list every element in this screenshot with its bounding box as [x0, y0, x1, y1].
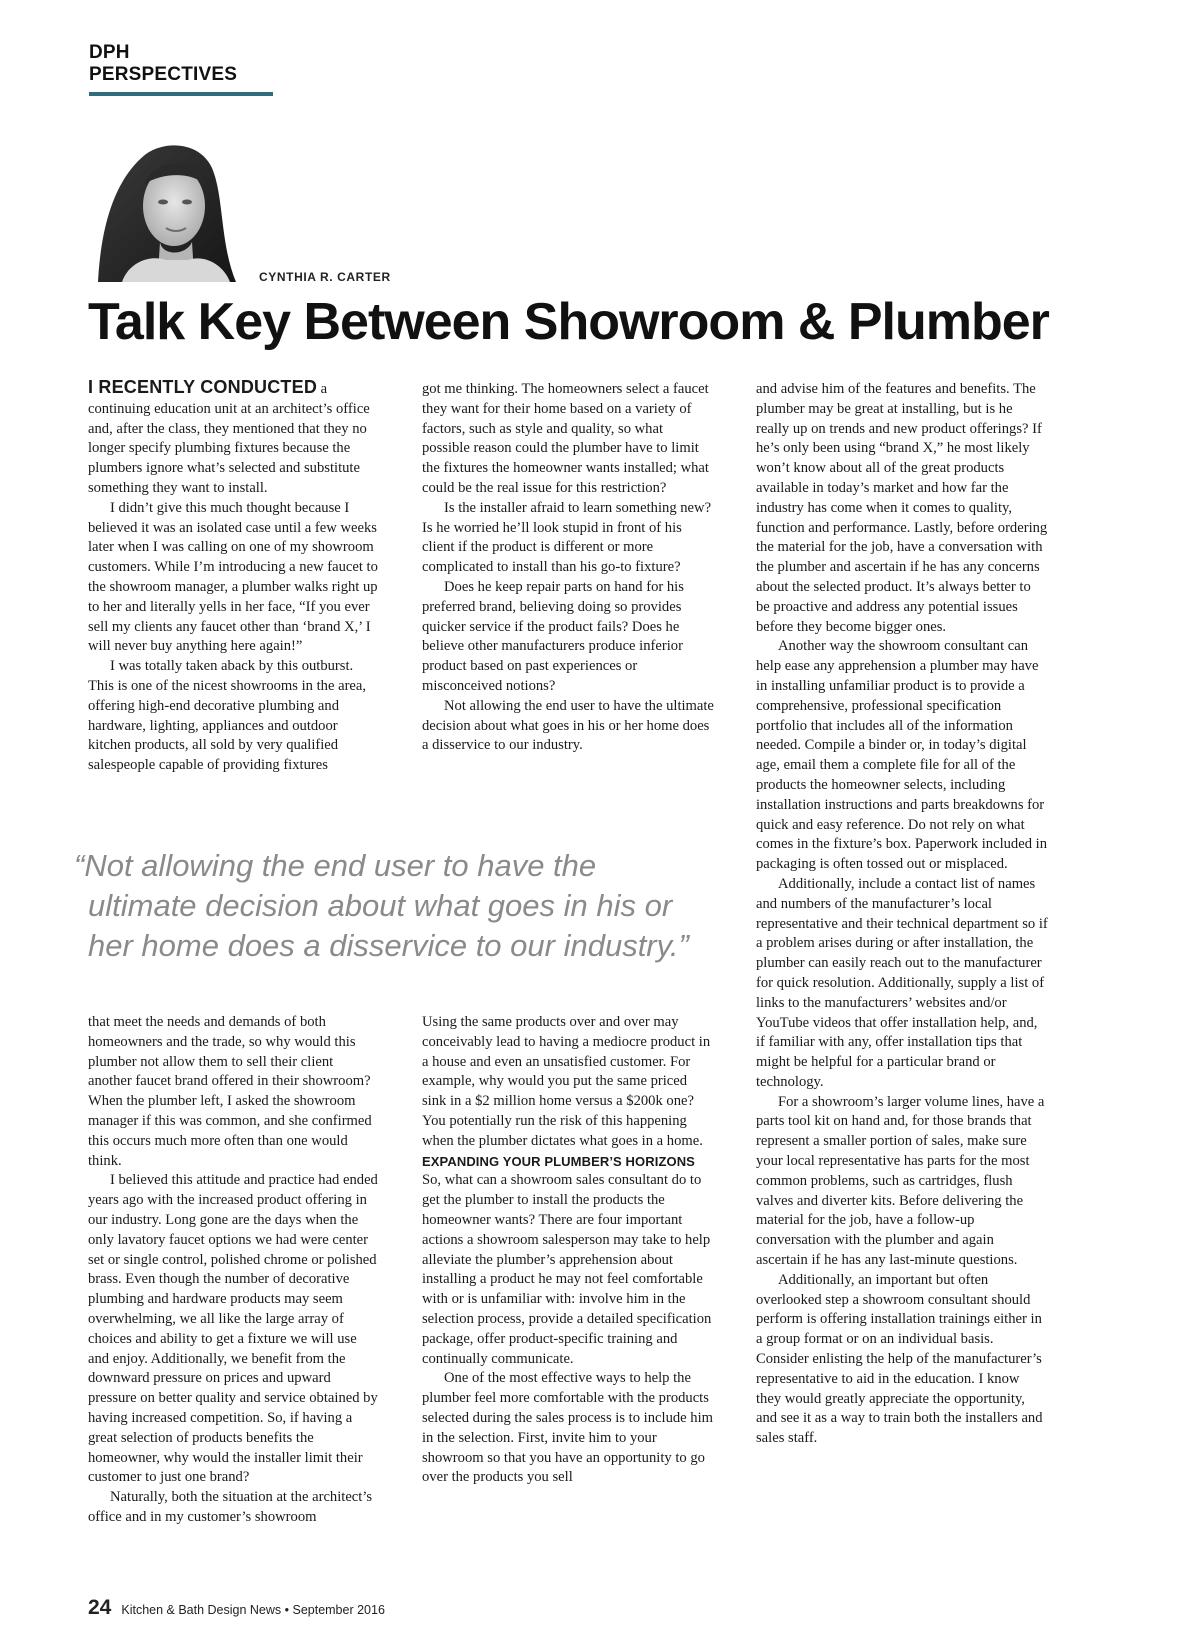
- headline: Talk Key Between Showroom & Plumber: [88, 293, 1049, 351]
- paragraph: that meet the needs and demands of both homeowners and the trade, so why would this plumber not allow them to sell their client another faucet brand offered in their showroom? When the plumber left, I asked the showroom manager if this was common, and she confirmed this occurs much more often than one would think.: [88, 1014, 372, 1169]
- paragraph: Naturally, both the situation at the architect’s office and in my customer’s showroom: [88, 1489, 373, 1525]
- paragraph: Additionally, include a contact list of names and numbers of the manufacturer’s local representative and their technical department so if a problem arises during or after installation, the plumber can easily reach out to the manufacturer for quick resolution. Additionally, supply a list of links to the manufacturers’ websites and/or YouTube videos that offer installation help, and, if familiar with any, offer installation tips that might be helpful for a particular brand or technology.: [756, 875, 1048, 1090]
- paragraph: Not allowing the end user to have the ultimate decision about what goes in his or her home does a disservice to our industry.: [422, 697, 714, 754]
- column-2-bottom: [422, 1013, 714, 1488]
- paragraph: and advise him of the features and benefits. The plumber may be great at installing, but is he really up on trends and new product offerings? If he’s only been using “brand X,” he most likely won’t know about all of the great products available in today’s market and how far the industry has come when it comes to quality, function and performance. Lastly, before ordering the material for the job, have a conversation with the plumber and ascertain if he has any concerns about the selected product. It’s always better to be proactive and address any potential issues before they become bigger ones.: [756, 381, 1048, 635]
- section-label: DPH PERSPECTIVES: [89, 42, 273, 96]
- paragraph: Additionally, an important but often overlooked step a showroom consultant should perform is offering installation trainings either in a group format or on an individual basis. Consider enlisting the help of the manufacturer’s representative to aid in the education. I know they would greatly appreciate the opportunity, and see it as a way to train both the installers and sales staff.: [756, 1271, 1043, 1447]
- paragraph: Does he keep repair parts on hand for his preferred brand, believing doing so provides quicker service if the product fails? Does he believe other manufacturers produce inferior product based on past experiences or misconceived notions?: [422, 578, 684, 694]
- paragraph: I was totally taken aback by this outburst. This is one of the nicest showrooms in the area, offering high-end decorative plumbing and hardware, lighting, appliances and outdoor kitchen products, all sold by very qualified salespeople capable of providing fixtures: [88, 658, 367, 774]
- page-footer: [88, 1596, 385, 1620]
- column-1-bottom: [88, 1013, 380, 1528]
- paragraph-text: a continuing education unit at an architect’s office and, after the class, they mentioned that they no longer specify plumbing fixtures because the plumbers ignore what’s selected and substitute something they want to install.: [88, 381, 370, 496]
- lead-in: I RECENTLY CONDUCTED: [88, 377, 318, 397]
- paragraph: So, what can a showroom sales consultant do to get the plumber to install the products the homeowner wants? There are four important actions a showroom salesperson may take to help alleviate the plumber’s apprehension about installing a product he may not feel comfortable with or is unfamiliar with: involve him in the selection process, provide a detailed specification package, offer product-specific training and continually communicate.: [422, 1172, 712, 1367]
- paragraph: Using the same products over and over may conceivably lead to having a mediocre product in a house and even an unsatisfied customer. For example, why would you put the same priced sink in a $2 million home versus a $200k one? You potentially run the risk of this happening when the plumber dictates what goes in a home.: [422, 1014, 711, 1149]
- author-portrait: [88, 124, 236, 282]
- paragraph: [88, 378, 380, 499]
- column-1-top: [88, 378, 380, 776]
- column-3: [756, 380, 1048, 1449]
- paragraph: Is the installer afraid to learn something new? Is he worried he’ll look stupid in front of his client if the product is different or more complicated to install than his go-to fixture?: [422, 499, 712, 576]
- paragraph: For a showroom’s larger volume lines, have a parts tool kit on hand and, for those brands that represent a smaller portion of sales, make sure your local representative has parts for the most common problems, such as cartridges, flush valves and diverter kits. Before delivering the material for the job, have a follow-up conversation with the plumber and again ascertain if he has any last-minute questions.: [756, 1093, 1045, 1269]
- column-2-top: [422, 380, 714, 756]
- paragraph: One of the most effective ways to help the plumber feel more comfortable with the products selected during the sales process is to include him in the selection. First, invite him to your showroom so that you have an opportunity to go over the products you sell: [422, 1370, 713, 1486]
- paragraph: got me thinking. The homeowners select a faucet they want for their home based on a variety of factors, such as style and quality, so what possible reason could the plumber have to limit the fixtures the homeowner wants installed; what could be the real issue for this restriction?: [422, 381, 709, 496]
- paragraph: I didn’t give this much thought because I believed it was an isolated case until a few weeks later when I was calling on one of my showroom customers. While I’m introducing a new faucet to the showroom manager, a plumber walks right up to her and literally yells in her face, “If you ever sell my clients any faucet other than ‘brand X,’ I will never buy anything here again!”: [88, 499, 378, 655]
- publication-info: Kitchen & Bath Design News • September 2016: [121, 1603, 385, 1617]
- author-byline: CYNTHIA R. CARTER: [259, 270, 391, 284]
- subhead: EXPANDING YOUR PLUMBER’S HORIZONS: [422, 1153, 695, 1169]
- page-number: 24: [88, 1596, 112, 1619]
- paragraph: I believed this attitude and practice had ended years ago with the increased product offering in our industry. Long gone are the days when the only lavatory faucet options we had were center set or single control, polished chrome or polished brass. Even though the number of decorative plumbing and hardware products may seem overwhelming, we all like the large array of choices and ability to get a fixture we will use and enjoy. Additionally, we benefit from the downward pressure on prices and upward pressure on better quality and service obtained by having increased competition. So, if having a great selection of products benefits the homeowner, why would the installer limit their customer to just one brand?: [88, 1172, 378, 1486]
- paragraph: Another way the showroom consultant can help ease any apprehension a plumber may have in installing unfamiliar product is to provide a comprehensive, professional specification portfolio that includes all of the information needed. Compile a binder or, in today’s digital age, email them a complete file for all of the products the homeowner selects, including installation instructions and parts breakdowns for quick and easy reference. Do not rely on what comes in the fixture’s box. Paperwork included in packaging is often tossed out or misplaced.: [756, 638, 1047, 873]
- pull-quote: “Not allowing the end user to have the ultimate decision about what goes in his or her home does a disservice to our industry.”: [74, 848, 689, 963]
